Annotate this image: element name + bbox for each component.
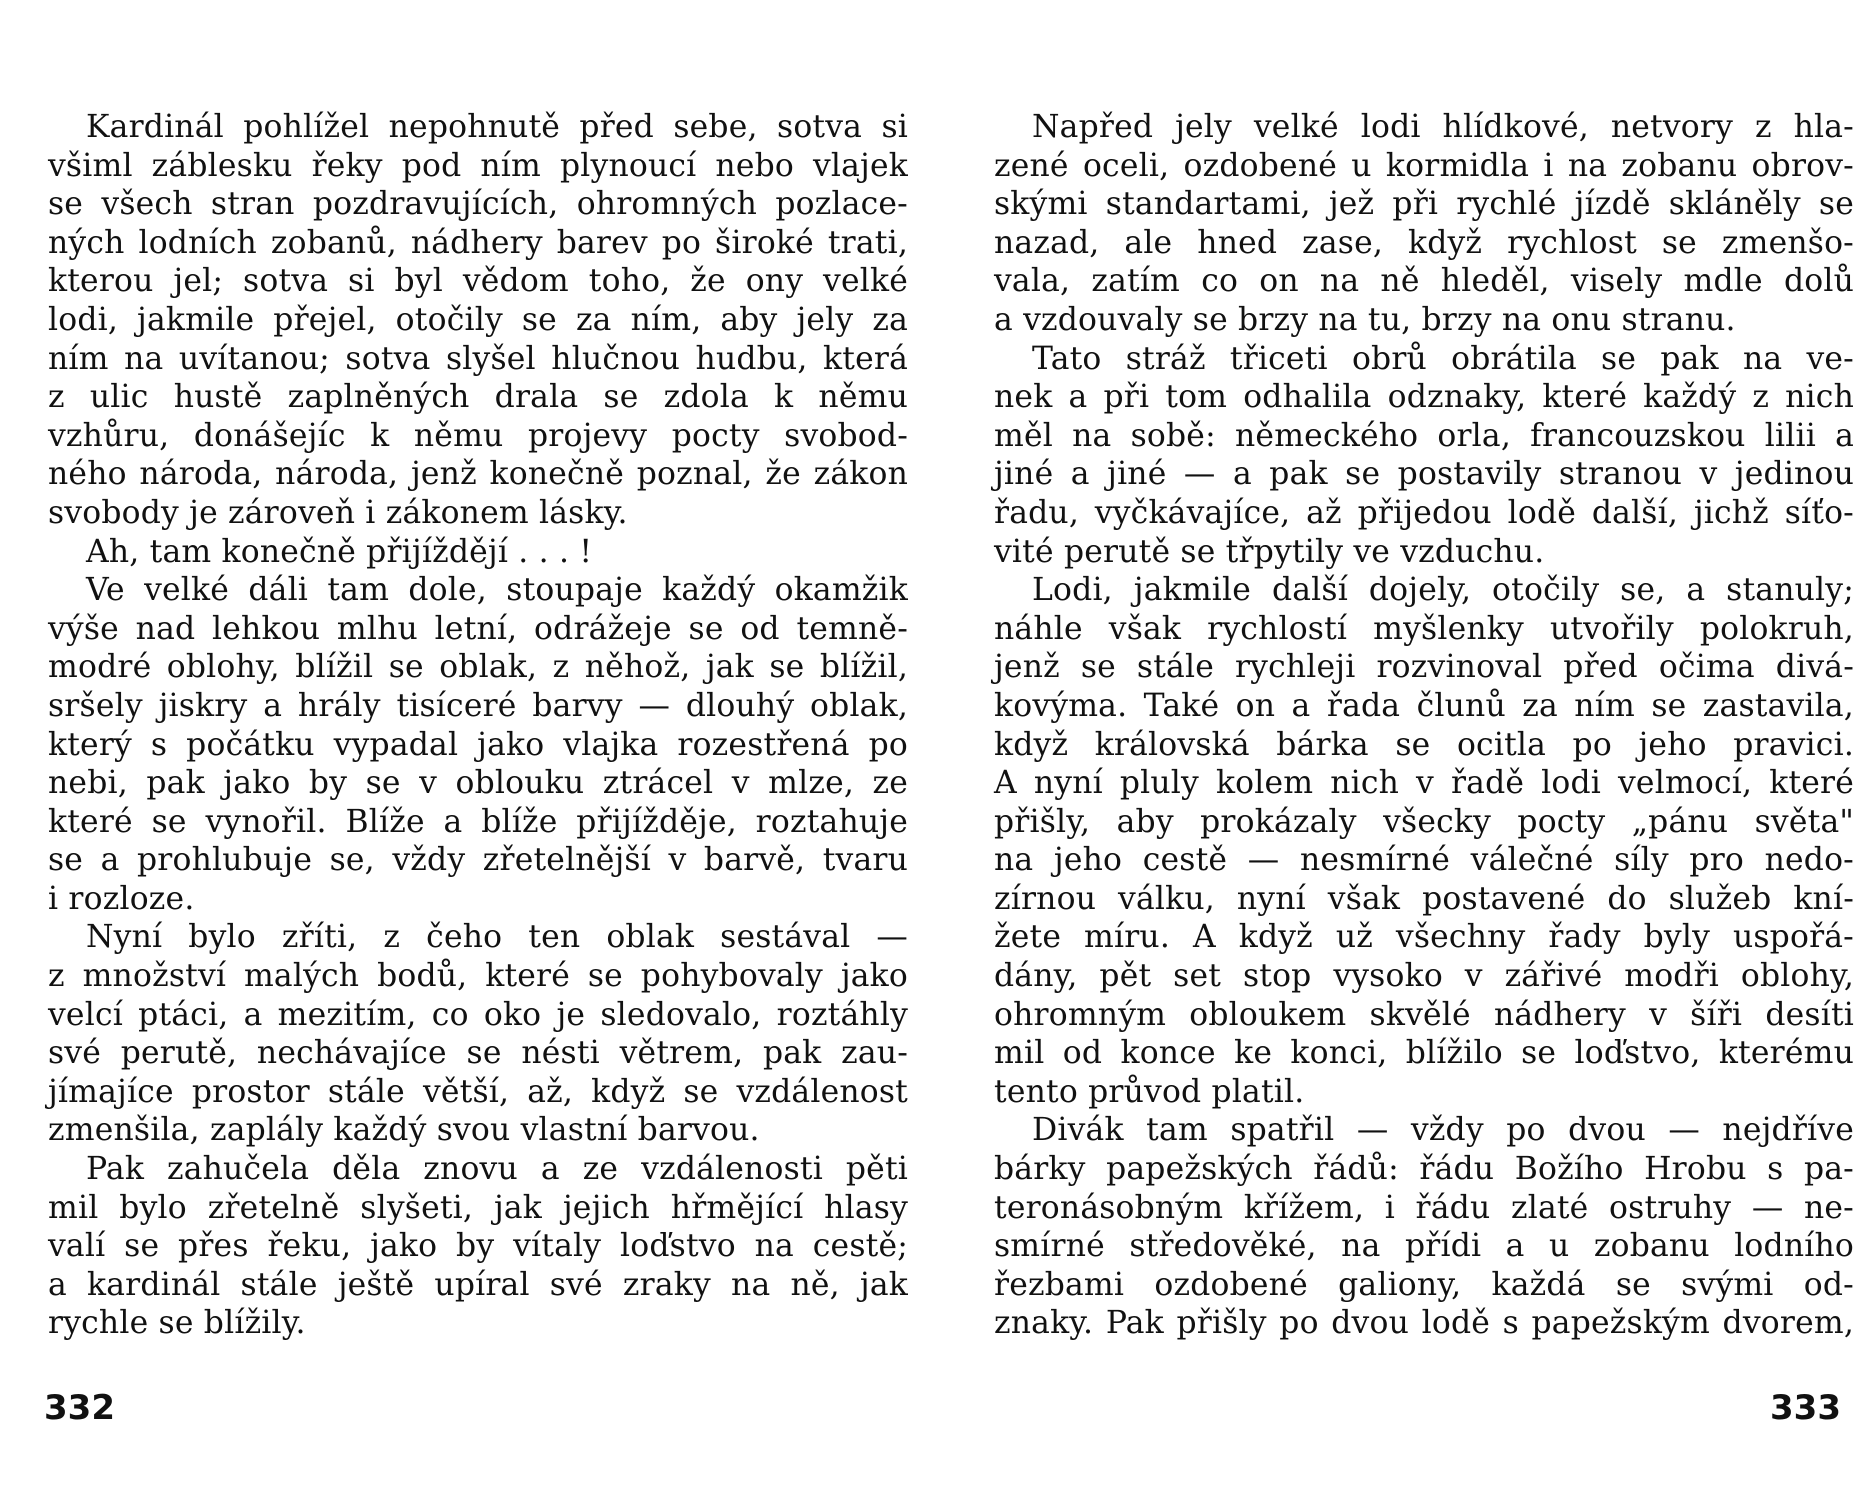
text-line: Ah, tam konečně přijíždějí . . . ! xyxy=(86,533,593,570)
text-line: nazad, ale hned zase, když rychlost se zmenšo- xyxy=(994,224,1854,261)
text-line: Nyní bylo zříti, z čeho ten oblak sestával — xyxy=(86,919,908,956)
text-line: řadu, vyčkávajíce, až přijedou lodě další, jichž síťo- xyxy=(994,494,1854,531)
text-line: zené oceli, ozdobené u kormidla i na zobanu obrov- xyxy=(994,147,1854,184)
text-line: ného národa, národa, jenž konečně poznal, že zákon xyxy=(48,456,908,493)
text-line: jímajíce prostor stále větší, až, když se vzdálenost xyxy=(48,1073,908,1110)
text-line: Lodi, jakmile další dojely, otočily se, a stanuly; xyxy=(1032,572,1854,609)
text-line: se a prohlubuje se, vždy zřetelnější v barvě, tvaru xyxy=(48,842,908,879)
text-line: na jeho cestě — nesmírné válečné síly pro nedo- xyxy=(994,842,1854,879)
text-line: kterou jel; sotva si byl vědom toho, že ony velké xyxy=(48,263,908,300)
text-line: zmenšila, zaplály každý svou vlastní barvou. xyxy=(48,1112,760,1149)
text-line: jiné a jiné — a pak se postavily stranou v jedinou xyxy=(994,456,1854,493)
text-line: znaky. Pak přišly po dvou lodě s papežským dvorem, xyxy=(994,1305,1854,1342)
text-line: dány, pět set stop vysoko v zářivé modři oblohy, xyxy=(994,958,1854,995)
text-line: teronásobným křížem, i řádu zlaté ostruhy — ne- xyxy=(994,1189,1854,1226)
left-page-text xyxy=(48,108,908,1343)
text-line: rychle se blížily. xyxy=(48,1305,306,1342)
text-line: velcí ptáci, a mezitím, co oko je sledovalo, roztáhly xyxy=(48,996,908,1033)
text-line: se všech stran pozdravujících, ohromných pozlace- xyxy=(48,186,908,223)
text-line: skými standartami, jež při rychlé jízdě skláněly se xyxy=(994,186,1854,223)
text-line: svobody je zároveň i zákonem lásky. xyxy=(48,494,628,531)
right-page-text xyxy=(994,108,1854,1343)
text-line: Tato stráž třiceti obrů obrátila se pak na ve- xyxy=(1032,340,1854,377)
text-line: když královská bárka se ocitla po jeho pravici. xyxy=(994,726,1854,763)
text-line: i rozloze. xyxy=(48,880,195,917)
text-line: výše nad lehkou mlhu letní, odrážeje se od temně- xyxy=(48,610,908,647)
text-line: z množství malých bodů, které se pohybovaly jako xyxy=(48,958,908,995)
text-line: lodi, jakmile přejel, otočily se za ním, aby jely za xyxy=(48,301,908,338)
text-line: smírné středověké, na přídi a u zobanu lodního xyxy=(994,1228,1854,1265)
text-line: ohromným obloukem skvělé nádhery v šíři desíti xyxy=(994,996,1854,1033)
text-line: sršely jiskry a hrály tisíceré barvy — dlouhý oblak, xyxy=(48,687,908,724)
text-line: žete míru. A když už všechny řady byly uspořá- xyxy=(994,919,1854,956)
text-line: ných lodních zobanů, nádhery barev po široké trati, xyxy=(48,224,908,261)
text-line: Pak zahučela děla znovu a ze vzdálenosti pěti xyxy=(86,1151,908,1188)
text-line: vité perutě se třpytily ve vzduchu. xyxy=(994,533,1545,570)
text-line: přišly, aby prokázaly všecky pocty „pánu světa" xyxy=(994,803,1854,840)
text-line: Ve velké dáli tam dole, stoupaje každý okamžik xyxy=(86,572,908,609)
text-line: modré oblohy, blížil se oblak, z něhož, jak se blížil, xyxy=(48,649,908,686)
text-line: všiml záblesku řeky pod ním plynoucí nebo vlajek xyxy=(48,147,908,184)
text-line: mil bylo zřetelně slyšeti, jak jejich hřmějící hlasy xyxy=(48,1189,908,1226)
text-line: bárky papežských řádů: řádu Božího Hrobu s pa- xyxy=(994,1151,1854,1188)
right-page xyxy=(994,108,1854,1343)
text-line: které se vynořil. Blíže a blíže přijížděje, roztahuje xyxy=(48,803,908,840)
text-line: kovýma. Také on a řada člunů za ním se zastavila, xyxy=(994,687,1854,724)
text-line: Napřed jely velké lodi hlídkové, netvory z hla- xyxy=(1032,109,1854,145)
text-line: mil od konce ke konci, blížilo se loďstvo, kterému xyxy=(994,1035,1854,1072)
text-line: jenž se stále rychleji rozvinoval před očima divá- xyxy=(994,649,1854,686)
text-line: valí se přes řeku, jako by vítaly loďstvo na cestě; xyxy=(48,1228,908,1265)
left-page xyxy=(48,108,908,1343)
text-line: ním na uvítanou; sotva slyšel hlučnou hudbu, která xyxy=(48,340,908,377)
text-line: vala, zatím co on na ně hleděl, visely mdle dolů xyxy=(994,263,1854,300)
text-line: a kardinál stále ještě upíral své zraky na ně, jak xyxy=(48,1266,908,1303)
text-line: který s počátku vypadal jako vlajka rozestřená po xyxy=(48,726,908,763)
text-line: tento průvod platil. xyxy=(994,1073,1305,1110)
text-line: z ulic hustě zaplněných drala se zdola k němu xyxy=(48,379,908,416)
left-page-number: 332 xyxy=(44,1388,115,1428)
right-page-number: 333 xyxy=(1770,1388,1841,1428)
text-line: řezbami ozdobené galiony, každá se svými od- xyxy=(994,1266,1854,1303)
text-line: měl na sobě: německého orla, francouzskou lilii a xyxy=(994,417,1854,454)
text-line: nebi, pak jako by se v oblouku ztrácel v mlze, ze xyxy=(48,765,908,802)
text-line: Divák tam spatřil — vždy po dvou — nejdříve xyxy=(1032,1112,1854,1149)
text-line: nek a při tom odhalila odznaky, které každý z nich xyxy=(994,379,1854,416)
text-line: vzhůru, donášejíc k němu projevy pocty svobod- xyxy=(48,417,908,454)
text-line: A nyní pluly kolem nich v řadě lodi velmocí, které xyxy=(994,765,1854,802)
text-line: náhle však rychlostí myšlenky utvořily polokruh, xyxy=(994,610,1854,647)
text-line: zírnou válku, nyní však postavené do služeb kní- xyxy=(994,880,1854,917)
text-line: své perutě, nechávajíce se nésti větrem, pak zau- xyxy=(48,1035,908,1072)
text-line: Kardinál pohlížel nepohnutě před sebe, sotva si xyxy=(86,109,908,145)
text-line: a vzdouvaly se brzy na tu, brzy na onu stranu. xyxy=(994,301,1736,338)
